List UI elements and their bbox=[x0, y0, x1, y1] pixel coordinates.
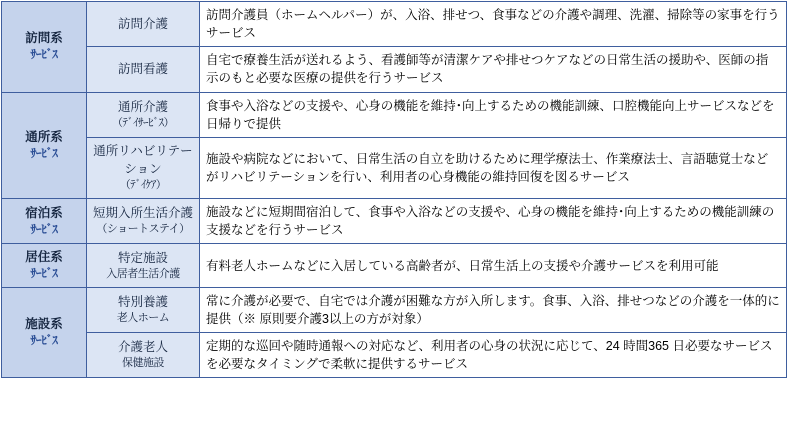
category-sublabel: ｻｰﾋﾞｽ bbox=[30, 268, 58, 281]
service-cell-specified-facility bbox=[87, 244, 200, 288]
service-sublabel: （ﾃﾞｲｹｱ） bbox=[119, 179, 167, 191]
service-cell-day-rehab bbox=[87, 137, 200, 198]
category-cell-short-stay bbox=[2, 198, 87, 243]
table-row bbox=[2, 287, 787, 332]
category-sublabel: ｻｰﾋﾞｽ bbox=[30, 335, 58, 348]
category-label: 通所系 bbox=[25, 129, 63, 144]
service-label: 訪問介護 bbox=[117, 17, 168, 32]
care-services-table bbox=[1, 1, 787, 378]
table-row bbox=[2, 333, 787, 378]
category-sublabel: ｻｰﾋﾞｽ bbox=[30, 49, 58, 62]
service-label: 介護老人 bbox=[117, 340, 168, 355]
care-services-table-body bbox=[2, 2, 787, 378]
service-label: 訪問看護 bbox=[117, 62, 168, 77]
service-label: 特定施設 bbox=[117, 250, 168, 265]
service-label: 特別養護 bbox=[117, 295, 168, 310]
service-cell-short-stay bbox=[87, 198, 200, 243]
service-cell-nursing-home bbox=[87, 287, 200, 332]
description-cell-day-rehab: 施設や病院などにおいて、日常生活の自立を助けるために理学療法士、作業療法士、言語聴覚士などがリハビリテーションを行い、利用者の心身機能の維持回復を図るサービス bbox=[200, 137, 787, 198]
table-row bbox=[2, 198, 787, 243]
category-cell-residential bbox=[2, 244, 87, 288]
category-label: 居住系 bbox=[25, 250, 63, 265]
table-row bbox=[2, 92, 787, 137]
description-cell-home-care: 訪問介護員（ホームヘルパー）が、入浴、排せつ、食事などの介護や調理、洗濯、掃除等の家事を行うサービス bbox=[200, 2, 787, 47]
service-cell-day-service bbox=[87, 92, 200, 137]
description-cell-home-nursing: 自宅で療養生活が送れるよう、看護師等が清潔ケアや排せつケアなどの日常生活の援助や、医師の指示のもと必要な医療の提供を行うサービス bbox=[200, 47, 787, 92]
category-sublabel: ｻｰﾋﾞｽ bbox=[30, 147, 58, 160]
table-row bbox=[2, 47, 787, 92]
service-sublabel: 入居者生活介護 bbox=[106, 267, 180, 280]
category-cell-visiting bbox=[2, 2, 87, 93]
service-label: 通所介護 bbox=[117, 99, 168, 114]
service-sublabel: 保健施設 bbox=[122, 357, 164, 370]
category-label: 施設系 bbox=[25, 317, 63, 332]
category-label: 訪問系 bbox=[25, 31, 63, 46]
service-cell-health-facility bbox=[87, 333, 200, 378]
service-sublabel: 老人ホーム bbox=[116, 312, 170, 325]
service-sublabel: （ﾃﾞｲｻｰﾋﾞｽ） bbox=[112, 116, 174, 129]
table-row bbox=[2, 244, 787, 288]
category-label: 宿泊系 bbox=[25, 205, 63, 220]
description-cell-health-facility: 定期的な巡回や随時通報への対応など、利用者の心身の状況に応じて、24 時間365 日必要なサービスを必要なタイミングで柔軟に提供するサービス bbox=[200, 333, 787, 378]
table-row bbox=[2, 137, 787, 198]
service-cell-home-care bbox=[87, 2, 200, 47]
category-sublabel: ｻｰﾋﾞｽ bbox=[30, 223, 58, 236]
description-cell-nursing-home: 常に介護が必要で、自宅では介護が困難な方が入所します。食事、入浴、排せつなどの介護を一体的に提供（※ 原則要介護3以上の方が対象） bbox=[200, 287, 787, 332]
category-cell-institutional bbox=[2, 287, 87, 378]
description-cell-specified-facility: 有料老人ホームなどに入居している高齢者が、日常生活上の支援や介護サービスを利用可能 bbox=[200, 244, 787, 288]
table-row bbox=[2, 2, 787, 47]
category-cell-daycare bbox=[2, 92, 87, 198]
service-cell-home-nursing bbox=[87, 47, 200, 92]
description-cell-short-stay: 施設などに短期間宿泊して、食事や入浴などの支援や、心身の機能を維持･向上するための機能訓練の支援などを行うサービス bbox=[200, 198, 787, 243]
service-sublabel: （ショートステイ） bbox=[96, 223, 190, 236]
service-label: 短期入所生活介護 bbox=[93, 206, 194, 221]
service-label: 通所リハビリテーション bbox=[93, 143, 193, 176]
description-cell-day-service: 食事や入浴などの支援や、心身の機能を維持･向上するための機能訓練、口腔機能向上サービスなどを日帰りで提供 bbox=[200, 92, 787, 137]
